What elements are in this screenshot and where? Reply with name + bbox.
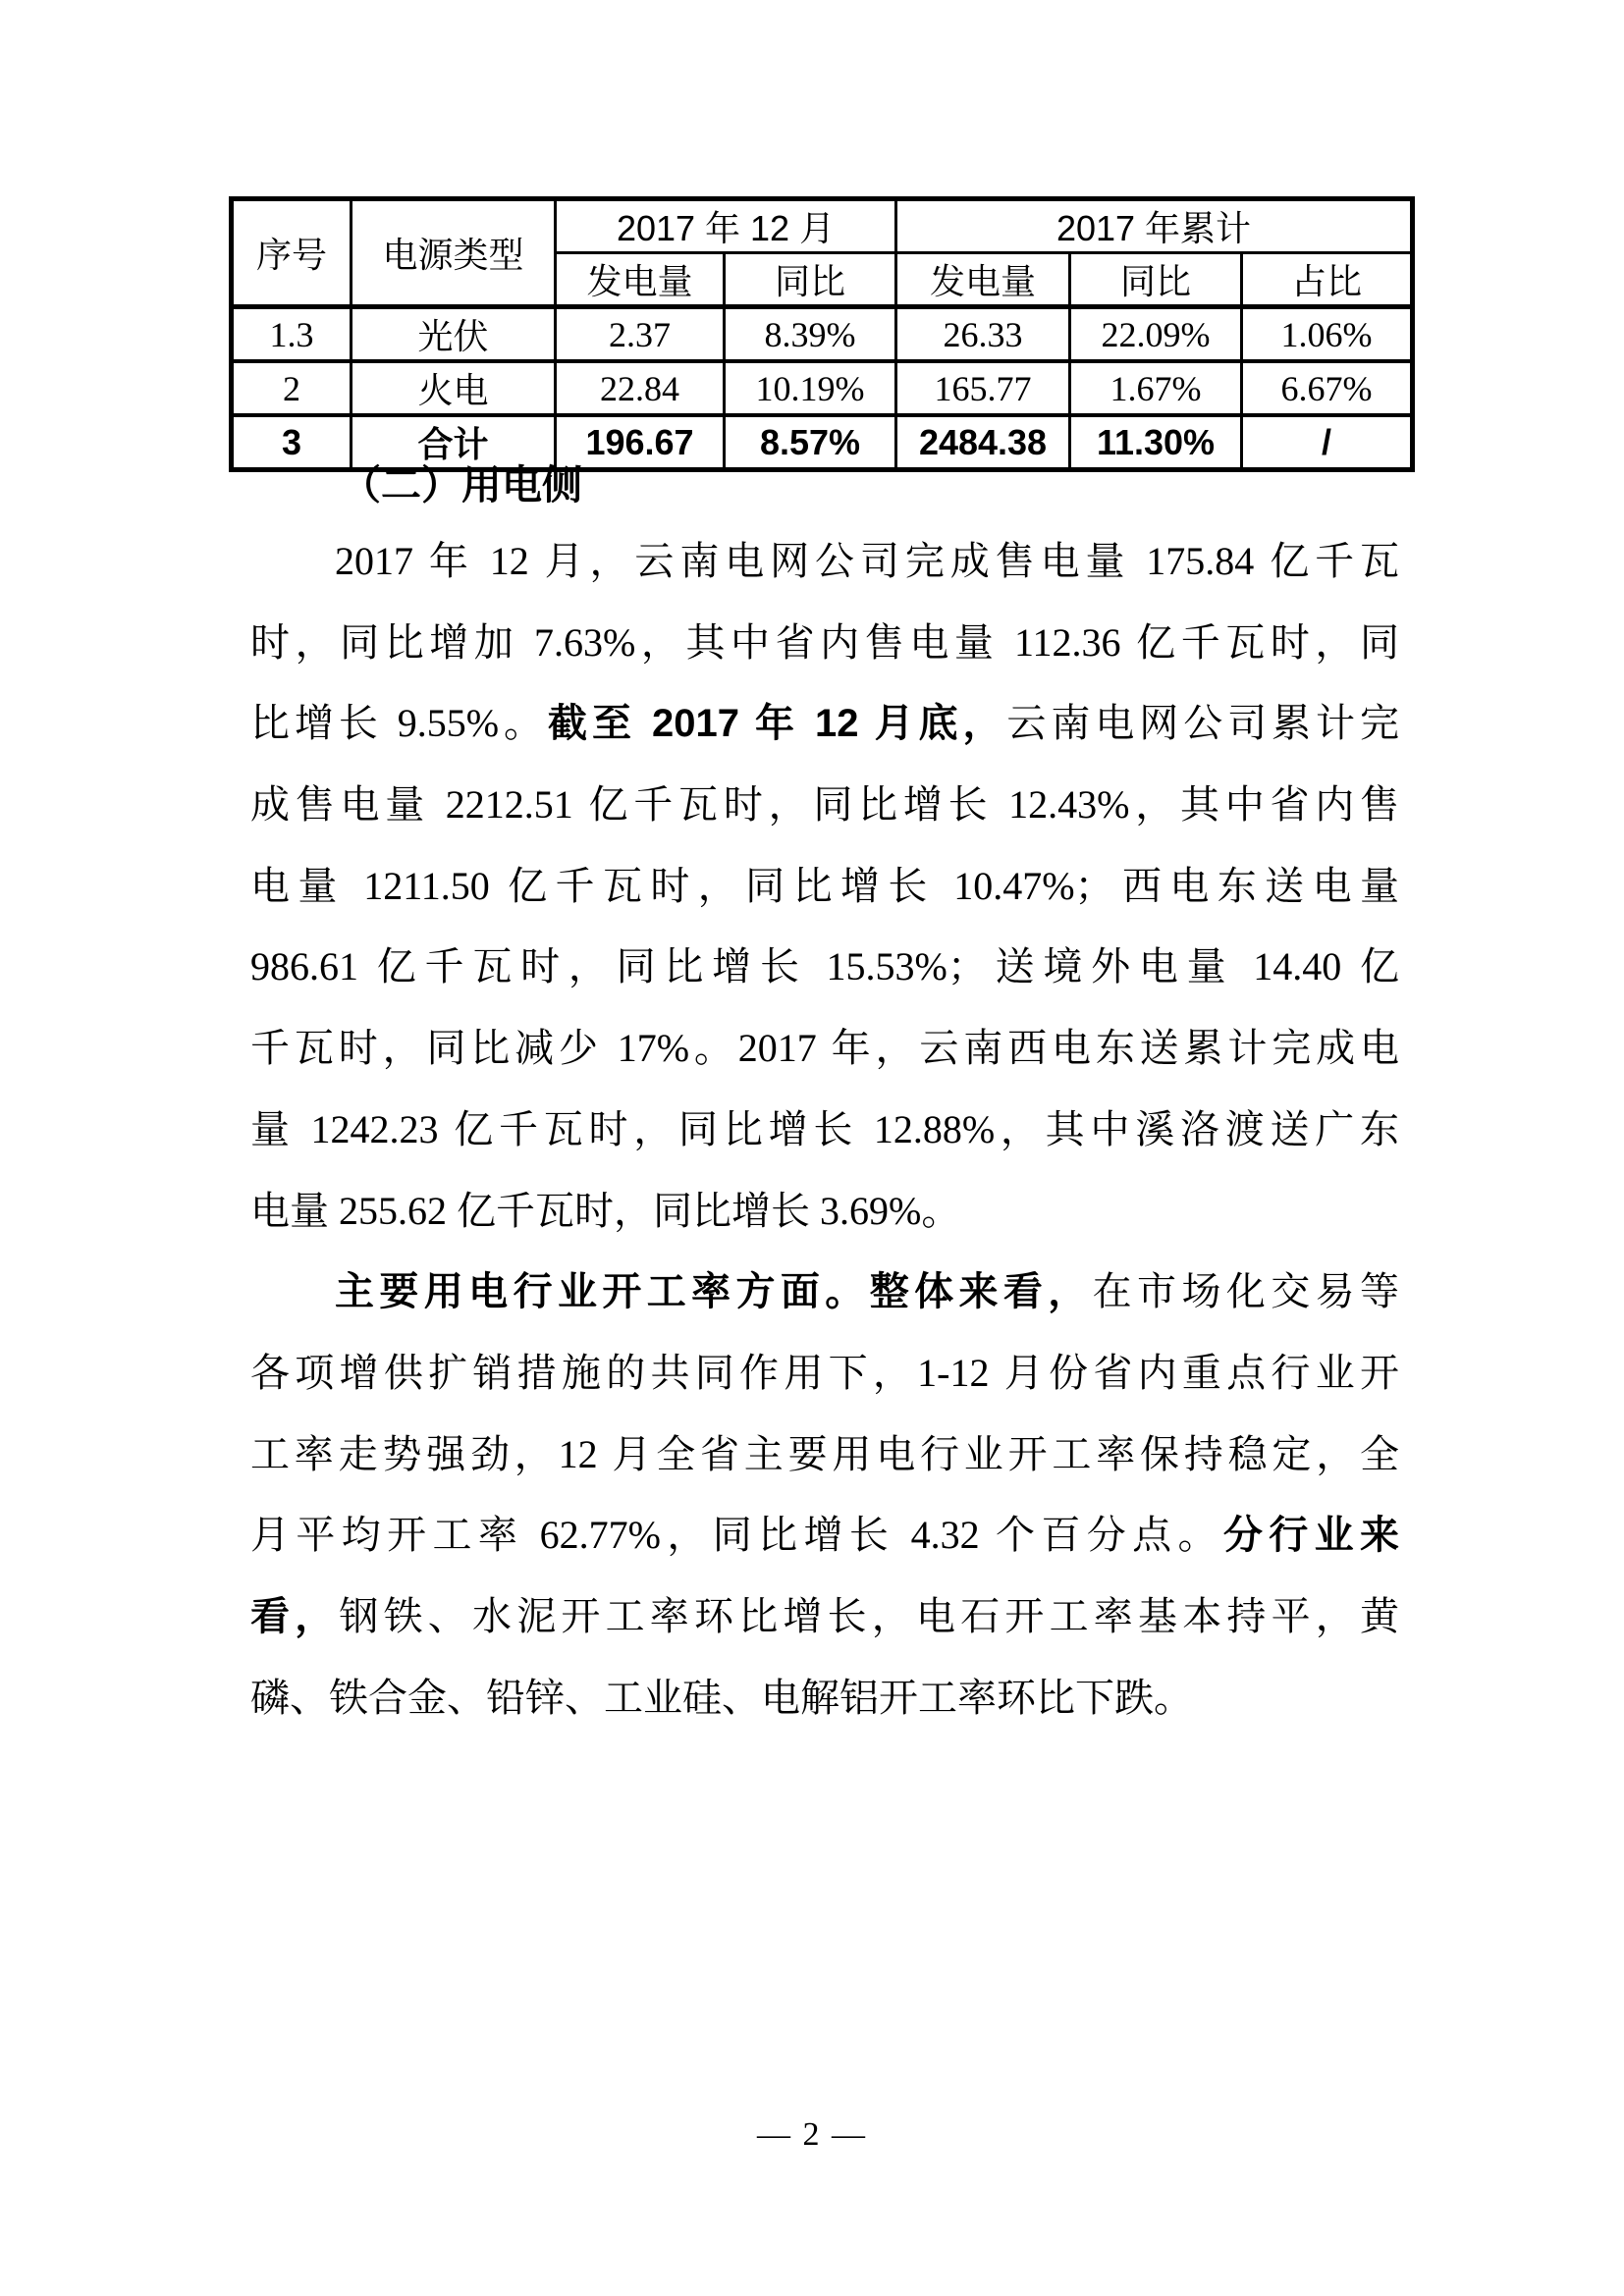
text-segment-bold: 分行业来 [1222,1514,1400,1558]
body-line [250,683,1399,765]
col-header-type: 电源类型 [352,199,556,307]
page-number: — 2 — [757,2116,867,2153]
cell-seq: 3 [232,415,352,470]
col-group-cum-2017: 2017 年累计 [896,199,1413,253]
body-line [250,1090,1399,1171]
body-line [250,603,1399,684]
body-line [250,1171,1399,1253]
cell-yoy-dec: 10.19% [725,361,896,415]
cell-share: 1.06% [1242,307,1413,362]
col-header-yoy-cum: 同比 [1070,253,1242,307]
cell-generation-dec: 22.84 [556,361,725,415]
text-segment-bold: 截至 2017 年 12 月底， [548,702,1007,746]
body-line [250,1008,1399,1090]
text-segment: 成售电量 2212.51 亿千瓦时，同比增长 12.43%，其中省内售 [250,782,1399,828]
cell-yoy-cum: 22.09% [1070,307,1242,362]
body-line [250,927,1399,1008]
body-line [250,765,1399,846]
text-segment: 各项增供扩销措施的共同作用下，1-12 月份省内重点行业开 [250,1350,1399,1395]
table-row-solar [232,307,1413,362]
body-line [250,1415,1399,1496]
cell-share: 6.67% [1242,361,1413,415]
power-generation-table [229,196,1415,472]
cell-share: / [1242,415,1413,470]
text-segment: 电量 1211.50 亿千瓦时，同比增长 10.47%；西电东送电量 [250,863,1399,908]
text-segment-bold: 看， [250,1594,340,1638]
text-segment: 钢铁、水泥开工率环比增长，电石开工率基本持平，黄 [339,1593,1400,1638]
body-line [250,846,1399,928]
cell-seq: 1.3 [232,307,352,362]
text-segment: 磷、铁合金、铅锌、工业硅、电解铝开工率环比下跌。 [250,1675,1193,1720]
cell-yoy-cum: 1.67% [1070,361,1242,415]
cell-generation-cum: 2484.38 [896,415,1070,470]
cell-type: 火电 [352,361,556,415]
col-header-generation-cum: 发电量 [896,253,1070,307]
cell-yoy-cum: 11.30% [1070,415,1242,470]
cell-generation-dec: 2.37 [556,307,725,362]
text-segment: 时，同比增加 7.63%，其中省内售电量 112.36 亿千瓦时，同 [250,619,1399,665]
text-segment: 量 1242.23 亿千瓦时，同比增长 12.88%，其中溪洛渡送广东 [250,1106,1399,1151]
text-segment-bold: 主要用电行业开工率方面。整体来看， [335,1270,1093,1314]
col-header-generation-dec: 发电量 [556,253,725,307]
table-header-row-1 [232,199,1413,253]
cell-yoy-dec: 8.57% [725,415,896,470]
body-line [250,1576,1399,1658]
cell-type: 光伏 [352,307,556,362]
cell-yoy-dec: 8.39% [725,307,896,362]
text-segment: 云南电网公司累计完 [1006,701,1399,746]
text-segment: 工率走势强劲，12 月全省主要用电行业开工率保持稳定，全 [250,1431,1399,1476]
col-group-dec-2017: 2017 年 12 月 [556,199,896,253]
body-line [250,1495,1399,1576]
cell-generation-dec: 196.67 [556,415,725,470]
text-segment: 电量 255.62 亿千瓦时，同比增长 3.69%。 [250,1188,961,1233]
text-segment: 月平均开工率 62.77%，同比增长 4.32 个百分点。 [250,1513,1223,1558]
col-header-yoy-dec: 同比 [725,253,896,307]
col-header-seq: 序号 [232,199,352,307]
col-header-share: 占比 [1242,253,1413,307]
cell-type: 合计 [352,415,556,470]
section-heading: （二）用电侧 [341,462,582,507]
body-line [250,521,1399,603]
power-table-container [229,196,1410,472]
table-row-thermal [232,361,1413,415]
text-segment: 在市场化交易等 [1092,1269,1400,1314]
cell-generation-cum: 26.33 [896,307,1070,362]
text-segment: 千瓦时，同比减少 17%。2017 年，云南西电东送累计完成电 [250,1026,1399,1071]
body-line [250,1333,1399,1415]
body-text [250,521,1399,1738]
cell-seq: 2 [232,361,352,415]
body-line [250,1252,1399,1333]
body-line [250,1658,1399,1739]
text-segment: 986.61 亿千瓦时，同比增长 15.53%；送境外电量 14.40 亿 [250,944,1399,989]
text-segment: 比增长 9.55%。 [250,701,549,746]
cell-generation-cum: 165.77 [896,361,1070,415]
text-segment: 2017 年 12 月，云南电网公司完成售电量 175.84 亿千瓦 [335,539,1399,583]
